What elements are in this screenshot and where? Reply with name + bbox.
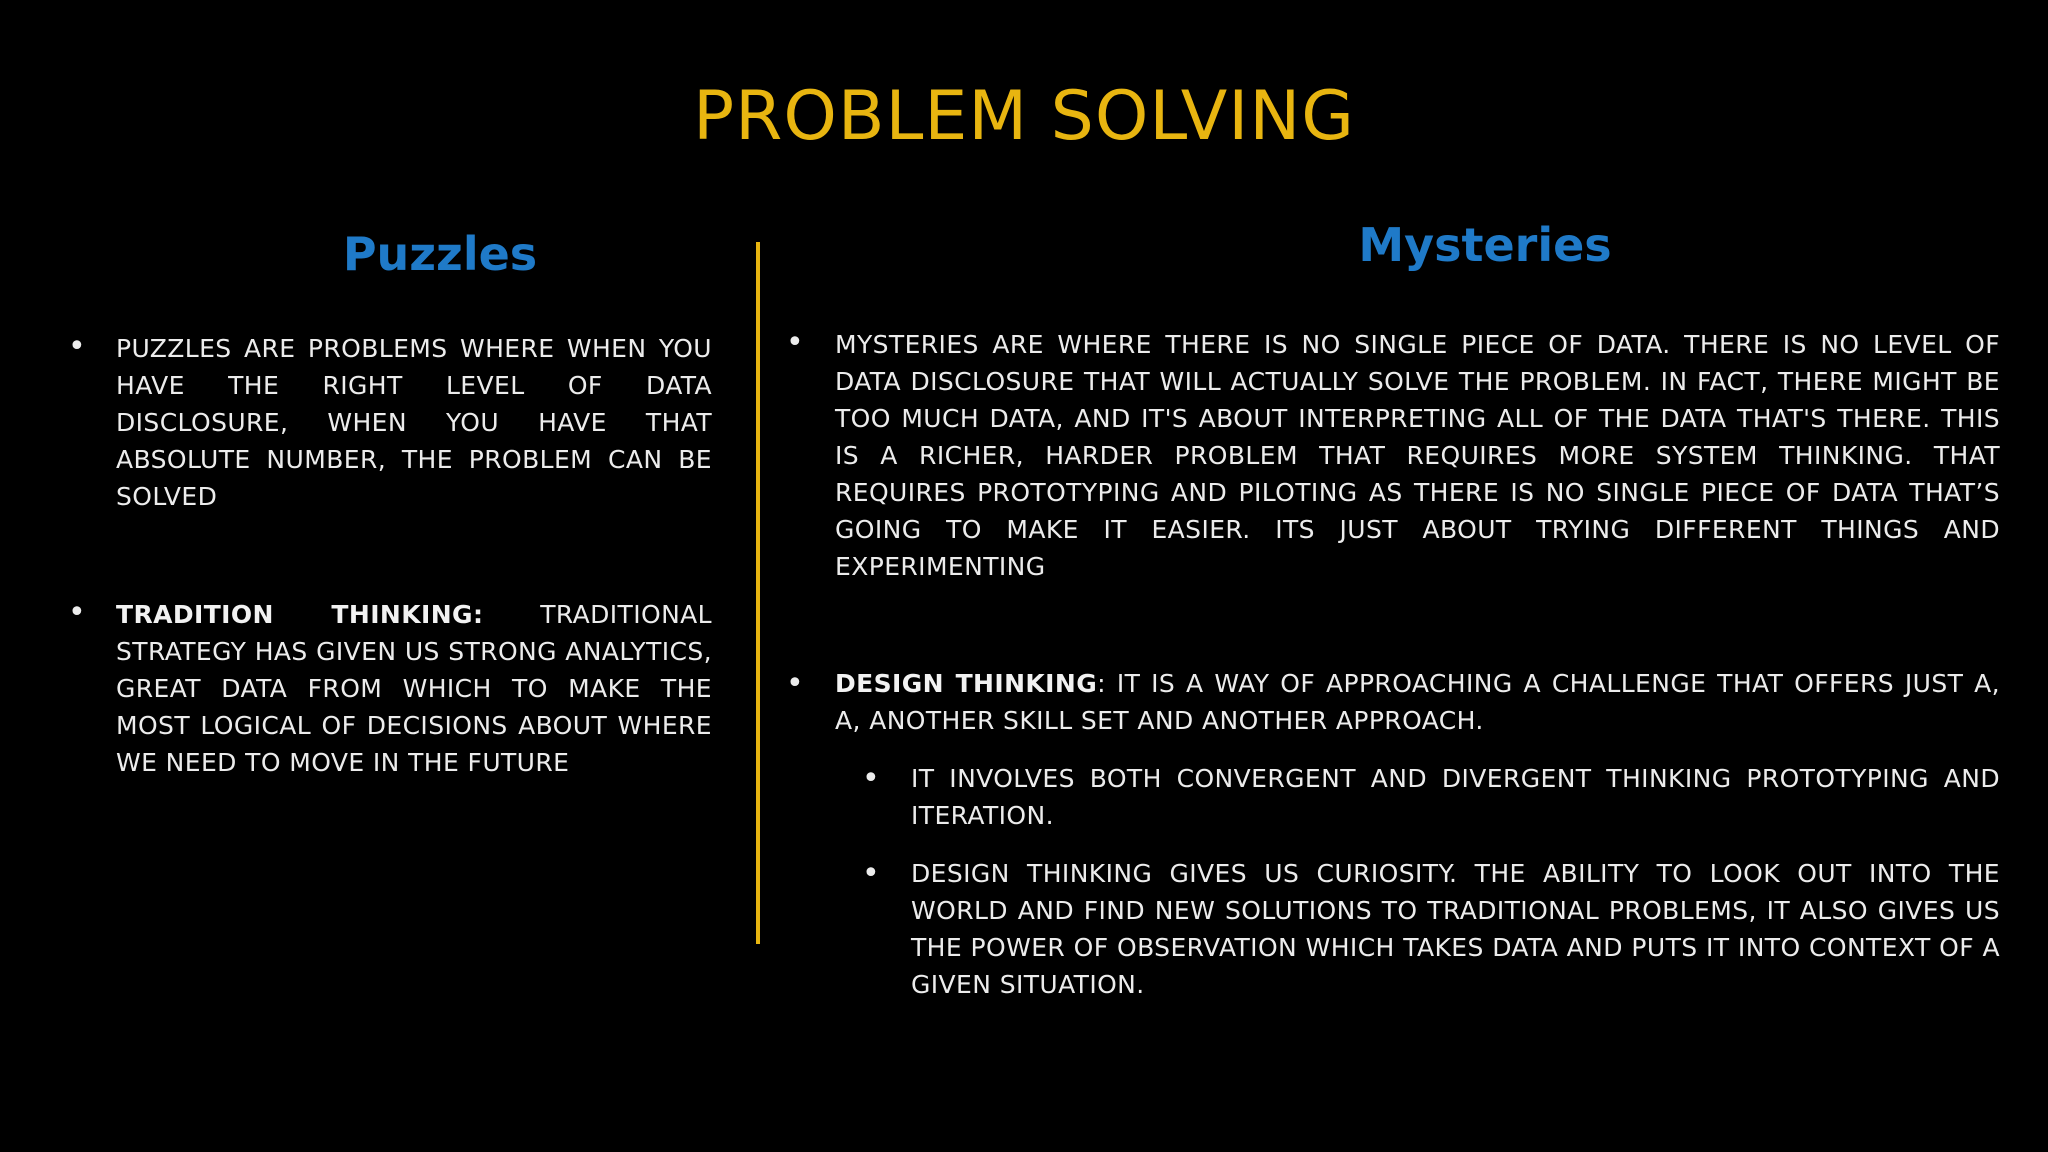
heading-mysteries: Mysteries <box>1358 218 1612 272</box>
tradition-thinking <box>116 596 712 781</box>
puzzles-definition <box>116 330 712 515</box>
heading-puzzles: Puzzles <box>342 227 538 281</box>
design-thinking-sub-2 <box>911 855 2000 1003</box>
bullet-icon: • <box>786 325 804 360</box>
mysteries-definition-text: MYSTERIES ARE WHERE THERE IS NO SINGLE PIECE OF DATA. THERE IS NO LEVEL OF DATA DISCLOSURE THAT WILL ACTUALLY SOLVE THE PROBLEM. IN FACT, THERE MIGHT BE TOO MUCH DATA, AND IT'S ABOUT INTERPRETING ALL OF THE DATA THAT'S THERE. THIS IS A RICHER, HARDER PROBLEM THAT REQUIRES MORE SYSTEM THINKING. THAT REQUIRES PROTOTYPING AND PILOTING AS THERE IS NO SINGLE PIECE OF DATA THAT’S GOING TO MAKE IT EASIER. ITS JUST ABOUT TRYING DIFFERENT THINGS AND EXPERIMENTING <box>835 330 2000 581</box>
mysteries-definition <box>835 326 2000 585</box>
tradition-thinking-text: TRADITIONAL STRATEGY HAS GIVEN US STRONG ANALYTICS, GREAT DATA FROM WHICH TO MAKE THE MOST LOGICAL OF DECISIONS ABOUT WHERE WE NEED TO MOVE IN THE FUTURE <box>116 600 712 777</box>
bullet-icon: • <box>68 329 86 364</box>
design-thinking-text: IT IS A WAY OF APPROACHING A CHALLENGE THAT OFFERS JUST A, A, ANOTHER SKILL SET AND ANOTHER APPROACH. <box>835 669 2000 735</box>
bullet-icon: • <box>68 595 86 630</box>
design-thinking <box>835 665 2000 739</box>
puzzles-definition-text: PUZZLES ARE PROBLEMS WHERE WHEN YOU HAVE THE RIGHT LEVEL OF DATA DISCLOSURE, WHEN YOU HAVE THAT ABSOLUTE NUMBER, THE PROBLEM CAN BE SOLVED <box>116 334 712 511</box>
bullet-icon: • <box>786 666 804 701</box>
column-divider <box>756 242 760 944</box>
design-thinking-label-suffix: : <box>1097 669 1106 698</box>
slide-title: PROBLEM SOLVING <box>693 77 1355 156</box>
design-thinking-label: DESIGN THINKING <box>835 669 1098 698</box>
design-thinking-sub-1 <box>911 760 2000 834</box>
design-thinking-sub-2-text: DESIGN THINKING GIVES US CURIOSITY. THE ABILITY TO LOOK OUT INTO THE WORLD AND FIND NEW SOLUTIONS TO TRADITIONAL PROBLEMS, IT ALSO GIVES US THE POWER OF OBSERVATION WHICH TAKES DATA AND PUTS IT INTO CONTEXT OF A GIVEN SITUATION. <box>911 859 2000 999</box>
tradition-thinking-label: TRADITION THINKING: <box>116 600 484 629</box>
sub-bullet-icon: • <box>862 761 880 796</box>
sub-bullet-icon: • <box>862 856 880 891</box>
design-thinking-sub-1-text: IT INVOLVES BOTH CONVERGENT AND DIVERGENT THINKING PROTOTYPING AND ITERATION. <box>911 764 2000 830</box>
